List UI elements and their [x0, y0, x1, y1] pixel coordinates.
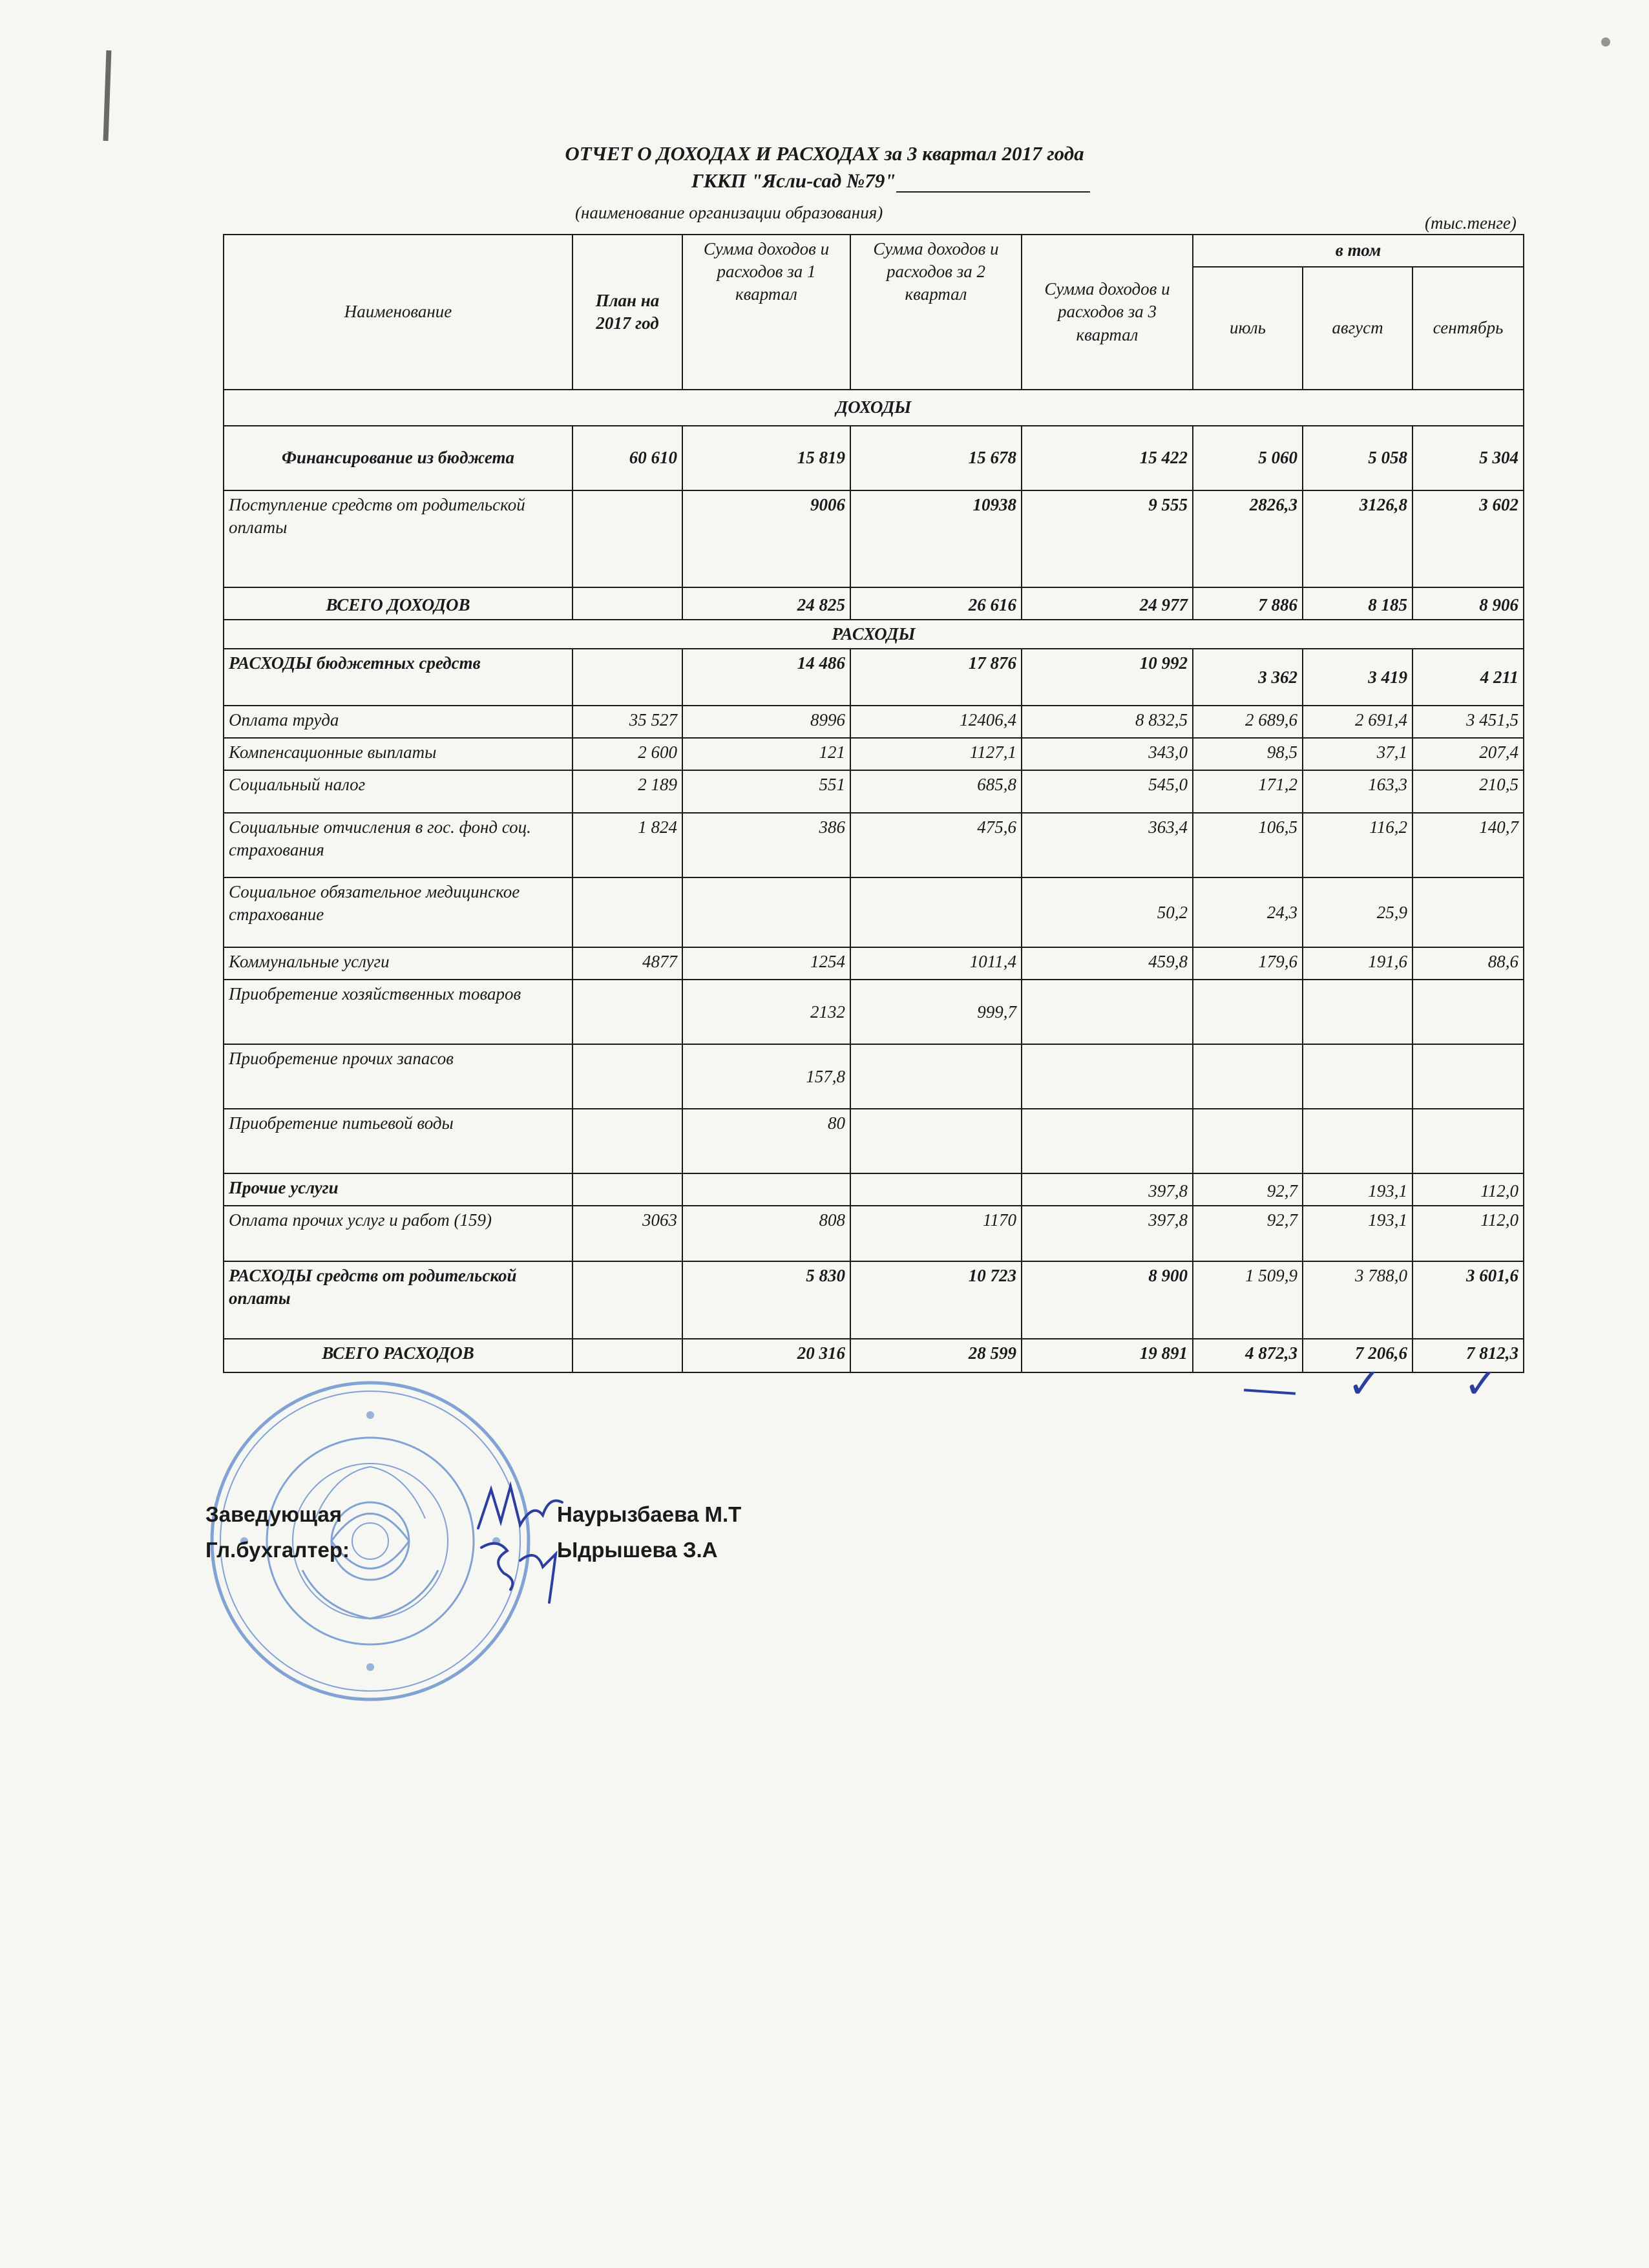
cell-plan — [572, 877, 682, 947]
cell-aug: 191,6 — [1303, 947, 1413, 980]
cell-aug: 3 419 — [1303, 649, 1413, 706]
cell-q2: 12406,4 — [850, 706, 1022, 738]
cell-q2 — [850, 877, 1022, 947]
row-name: РАСХОДЫ бюджетных средств — [224, 649, 572, 706]
cell-q1: 121 — [682, 738, 850, 770]
scan-dot — [1601, 37, 1610, 47]
cell-q2: 1170 — [850, 1206, 1022, 1261]
row-name: ВСЕГО ДОХОДОВ — [224, 587, 572, 620]
cell-plan — [572, 587, 682, 620]
header-plan: План на 2017 год — [572, 235, 682, 390]
cell-sep: 210,5 — [1413, 770, 1524, 813]
cell-aug: 37,1 — [1303, 738, 1413, 770]
cell-q3 — [1022, 1044, 1193, 1109]
cell-q2: 475,6 — [850, 813, 1022, 877]
table-row — [224, 813, 1524, 877]
head-name: Наурызбаева М.Т — [557, 1502, 742, 1526]
report-table — [223, 234, 1524, 1373]
header-q1: Сумма доходов и расходов за 1 квартал — [682, 235, 850, 390]
row-name: Оплата прочих услуг и работ (159) — [224, 1206, 572, 1261]
cell-sep: 3 602 — [1413, 490, 1524, 587]
cell-sep: 88,6 — [1413, 947, 1524, 980]
cell-q2 — [850, 1173, 1022, 1206]
handwritten-signature-icon — [472, 1476, 582, 1606]
header-group: в том — [1193, 235, 1524, 267]
row-name: Финансирование из бюджета — [224, 426, 572, 490]
cell-sep — [1413, 877, 1524, 947]
row-name: Приобретение хозяйственных товаров — [224, 980, 572, 1044]
cell-aug — [1303, 980, 1413, 1044]
organization-name — [691, 169, 1090, 193]
section-expenses: РАСХОДЫ — [224, 620, 1524, 649]
header-aug: август — [1303, 267, 1413, 390]
cell-q1 — [682, 877, 850, 947]
cell-jul — [1193, 1109, 1303, 1173]
cell-q1: 15 819 — [682, 426, 850, 490]
report-title: ОТЧЕТ О ДОХОДАХ И РАСХОДАХ за 3 квартал 2017 года — [565, 142, 1084, 165]
cell-jul: 3 362 — [1193, 649, 1303, 706]
row-name: ВСЕГО РАСХОДОВ — [224, 1339, 572, 1372]
cell-jul — [1193, 1044, 1303, 1109]
cell-q3: 343,0 — [1022, 738, 1193, 770]
cell-q2: 1011,4 — [850, 947, 1022, 980]
organization-text: ГККП "Ясли-сад №79" — [691, 169, 896, 192]
cell-jul: 92,7 — [1193, 1206, 1303, 1261]
organization-caption: (наименование организации образования) — [575, 203, 883, 222]
cell-q2 — [850, 1044, 1022, 1109]
cell-q1 — [682, 1173, 850, 1206]
pen-dash-mark — [1244, 1389, 1296, 1395]
cell-plan: 2 600 — [572, 738, 682, 770]
cell-q1: 157,8 — [682, 1044, 850, 1109]
cell-q3: 363,4 — [1022, 813, 1193, 877]
cell-q3: 9 555 — [1022, 490, 1193, 587]
organization-underline — [896, 173, 1090, 193]
cell-plan: 2 189 — [572, 770, 682, 813]
cell-sep: 207,4 — [1413, 738, 1524, 770]
accountant-name: Ыдрышева З.А — [557, 1538, 718, 1562]
cell-aug: 163,3 — [1303, 770, 1413, 813]
cell-jul: 179,6 — [1193, 947, 1303, 980]
cell-jul: 5 060 — [1193, 426, 1303, 490]
cell-q2: 10 723 — [850, 1261, 1022, 1339]
cell-q1: 808 — [682, 1206, 850, 1261]
cell-q1: 2132 — [682, 980, 850, 1044]
cell-aug: 3 788,0 — [1303, 1261, 1413, 1339]
row-name: Коммунальные услуги — [224, 947, 572, 980]
table-row — [224, 1206, 1524, 1261]
table-row — [224, 877, 1524, 947]
header-sep: сентябрь — [1413, 267, 1524, 390]
cell-jul: 24,3 — [1193, 877, 1303, 947]
cell-q3: 397,8 — [1022, 1206, 1193, 1261]
cell-q3: 24 977 — [1022, 587, 1193, 620]
table-row — [224, 947, 1524, 980]
row-name: Социальное обязательное медицинское страхование — [224, 877, 572, 947]
cell-q2: 28 599 — [850, 1339, 1022, 1372]
cell-aug: 116,2 — [1303, 813, 1413, 877]
cell-plan — [572, 980, 682, 1044]
section-income: ДОХОДЫ — [224, 390, 1524, 426]
section-row — [224, 620, 1524, 649]
table-row — [224, 738, 1524, 770]
cell-plan: 60 610 — [572, 426, 682, 490]
cell-q3: 19 891 — [1022, 1339, 1193, 1372]
cell-q3: 15 422 — [1022, 426, 1193, 490]
row-name: Социальные отчисления в гос. фонд соц. страхования — [224, 813, 572, 877]
cell-sep: 5 304 — [1413, 426, 1524, 490]
table-row — [224, 1109, 1524, 1173]
accountant-title: Гл.бухгалтер: — [205, 1538, 350, 1562]
header-jul: июль — [1193, 267, 1303, 390]
cell-plan — [572, 490, 682, 587]
cell-q3 — [1022, 980, 1193, 1044]
check-mark-icon: ✓ — [1347, 1361, 1382, 1407]
cell-q2: 685,8 — [850, 770, 1022, 813]
cell-q2: 26 616 — [850, 587, 1022, 620]
cell-q1: 1254 — [682, 947, 850, 980]
cell-q2 — [850, 1109, 1022, 1173]
cell-sep — [1413, 980, 1524, 1044]
cell-q1: 80 — [682, 1109, 850, 1173]
cell-sep: 3 451,5 — [1413, 706, 1524, 738]
cell-sep: 112,0 — [1413, 1173, 1524, 1206]
head-title: Заведующая — [205, 1502, 342, 1526]
cell-q3: 8 832,5 — [1022, 706, 1193, 738]
table-row — [224, 770, 1524, 813]
cell-jul: 2826,3 — [1193, 490, 1303, 587]
cell-sep: 8 906 — [1413, 587, 1524, 620]
cell-aug — [1303, 1044, 1413, 1109]
cell-q1: 5 830 — [682, 1261, 850, 1339]
cell-q2: 10938 — [850, 490, 1022, 587]
cell-q3: 397,8 — [1022, 1173, 1193, 1206]
cell-plan — [572, 1173, 682, 1206]
cell-q1: 14 486 — [682, 649, 850, 706]
cell-plan: 3063 — [572, 1206, 682, 1261]
cell-sep: 4 211 — [1413, 649, 1524, 706]
cell-plan — [572, 1339, 682, 1372]
row-name: РАСХОДЫ средств от родительской оплаты — [224, 1261, 572, 1339]
table-row — [224, 706, 1524, 738]
row-name: Приобретение прочих запасов — [224, 1044, 572, 1109]
row-name: Прочие услуги — [224, 1173, 572, 1206]
cell-q1: 551 — [682, 770, 850, 813]
table-row — [224, 587, 1524, 620]
cell-sep — [1413, 1109, 1524, 1173]
table-row — [224, 1173, 1524, 1206]
cell-aug: 193,1 — [1303, 1206, 1413, 1261]
table-row — [224, 1261, 1524, 1339]
cell-aug: 25,9 — [1303, 877, 1413, 947]
cell-aug: 2 691,4 — [1303, 706, 1413, 738]
cell-plan — [572, 1044, 682, 1109]
cell-jul: 4 872,3 — [1193, 1339, 1303, 1372]
row-name: Приобретение питьевой воды — [224, 1109, 572, 1173]
cell-plan — [572, 1261, 682, 1339]
cell-sep: 112,0 — [1413, 1206, 1524, 1261]
cell-q1: 9006 — [682, 490, 850, 587]
units-label: (тыс.тенге) — [1425, 213, 1517, 233]
table-row — [224, 980, 1524, 1044]
cell-aug: 7 206,6 — [1303, 1339, 1413, 1372]
cell-jul: 2 689,6 — [1193, 706, 1303, 738]
cell-aug: 193,1 — [1303, 1173, 1413, 1206]
table-row — [224, 490, 1524, 587]
check-mark-icon: ✓ — [1464, 1361, 1498, 1407]
cell-aug: 8 185 — [1303, 587, 1413, 620]
cell-jul: 106,5 — [1193, 813, 1303, 877]
table-row — [224, 1339, 1524, 1372]
cell-q1: 8996 — [682, 706, 850, 738]
table-row — [224, 426, 1524, 490]
cell-sep: 140,7 — [1413, 813, 1524, 877]
cell-aug — [1303, 1109, 1413, 1173]
cell-q3: 545,0 — [1022, 770, 1193, 813]
section-row — [224, 390, 1524, 426]
cell-q3: 10 992 — [1022, 649, 1193, 706]
header-name: Наименование — [224, 235, 572, 390]
cell-jul: 92,7 — [1193, 1173, 1303, 1206]
row-name: Компенсационные выплаты — [224, 738, 572, 770]
row-name: Социальный налог — [224, 770, 572, 813]
scan-mark — [103, 50, 112, 141]
cell-q2: 999,7 — [850, 980, 1022, 1044]
cell-jul: 1 509,9 — [1193, 1261, 1303, 1339]
cell-q3: 459,8 — [1022, 947, 1193, 980]
cell-plan: 1 824 — [572, 813, 682, 877]
header-q2: Сумма доходов и расходов за 2 квартал — [850, 235, 1022, 390]
cell-sep: 3 601,6 — [1413, 1261, 1524, 1339]
cell-sep: 7 812,3 — [1413, 1339, 1524, 1372]
cell-jul — [1193, 980, 1303, 1044]
cell-jul: 7 886 — [1193, 587, 1303, 620]
row-name: Поступление средств от родительской оплаты — [224, 490, 572, 587]
cell-q3: 8 900 — [1022, 1261, 1193, 1339]
cell-q2: 15 678 — [850, 426, 1022, 490]
cell-plan — [572, 1109, 682, 1173]
cell-q3: 50,2 — [1022, 877, 1193, 947]
cell-aug: 3126,8 — [1303, 490, 1413, 587]
cell-jul: 98,5 — [1193, 738, 1303, 770]
table-row — [224, 1044, 1524, 1109]
cell-q2: 17 876 — [850, 649, 1022, 706]
cell-plan — [572, 649, 682, 706]
cell-q3 — [1022, 1109, 1193, 1173]
cell-plan: 35 527 — [572, 706, 682, 738]
cell-jul: 171,2 — [1193, 770, 1303, 813]
table-header-row — [224, 235, 1524, 267]
table-row — [224, 649, 1524, 706]
cell-sep — [1413, 1044, 1524, 1109]
header-q3: Сумма доходов и расходов за 3 квартал — [1022, 235, 1193, 390]
row-name: Оплата труда — [224, 706, 572, 738]
cell-plan: 4877 — [572, 947, 682, 980]
cell-q1: 24 825 — [682, 587, 850, 620]
cell-q1: 386 — [682, 813, 850, 877]
cell-q2: 1127,1 — [850, 738, 1022, 770]
cell-q1: 20 316 — [682, 1339, 850, 1372]
cell-aug: 5 058 — [1303, 426, 1413, 490]
